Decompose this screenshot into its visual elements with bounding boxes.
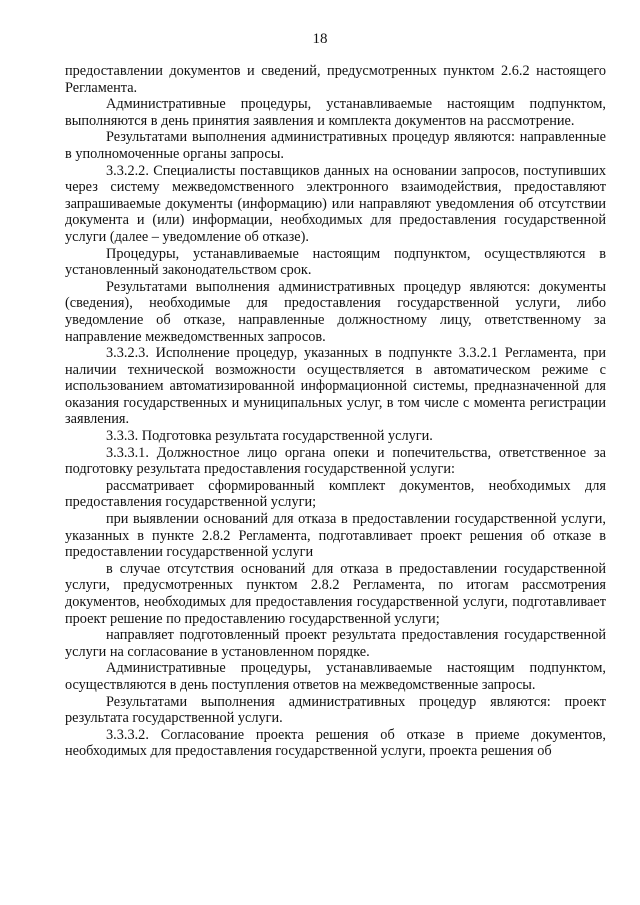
- paragraph: Административные процедуры, устанавливаемые настоящим подпунктом, осуществляются в день поступления ответов на межведомственные запросы.: [65, 660, 606, 693]
- paragraph: Процедуры, устанавливаемые настоящим подпунктом, осуществляются в установленный законодательством срок.: [65, 245, 606, 279]
- paragraph: Результатами выполнения административных процедур являются: проект результата государственной услуги.: [65, 693, 606, 727]
- paragraph: в случае отсутствия оснований для отказа в предоставлении государственной услуги, предусмотренных пунктом 2.8.2 Регламента, по итогам рассмотрения документов, необходимых для предоставления государственной услуги, подготавливает проект решение по предоставлению государственной услуги;: [65, 560, 606, 627]
- paragraph: 3.3.3.1. Должностное лицо органа опеки и попечительства, ответственное за подготовку результата предоставления государственной услуги:: [65, 444, 606, 478]
- paragraph: 3.3.2.2. Специалисты поставщиков данных на основании запросов, поступивших через систему межведомственного электронного взаимодействия, предоставляют запрашиваемые документы (информацию) или направляют уведомления об отсутствии документа и (или) информации, необходимых для предоставления государственной услуги (далее – уведомление об отказе).: [65, 162, 606, 245]
- paragraph: рассматривает сформированный комплект документов, необходимых для предоставления государственной услуги;: [65, 477, 606, 511]
- paragraph: 3.3.3. Подготовка результата государственной услуги.: [106, 428, 433, 445]
- page-number: 18: [312, 31, 328, 47]
- paragraph: предоставлении документов и сведений, предусмотренных пунктом 2.6.2 настоящего Регламента.: [65, 63, 606, 96]
- document-body: [65, 63, 606, 760]
- paragraph: Административные процедуры, устанавливаемые настоящим подпунктом, выполняются в день принятия заявления и комплекта документов на рассмотрение.: [65, 96, 606, 129]
- paragraph: Результатами выполнения административных процедур являются: документы (сведения), необходимые для предоставления государственной услуги, либо уведомление об отказе, направленные должностному лицу, ответственному за направление межведомственных запросов.: [65, 278, 606, 345]
- paragraph: 3.3.2.3. Исполнение процедур, указанных в подпункте 3.3.2.1 Регламента, при наличии технической возможности осуществляется в автоматическом режиме с использованием автоматизированной информационной системы, предназначенной для оказания государственных и муниципальных услуг, в том числе с момента регистрации заявления.: [65, 345, 606, 428]
- paragraph: Результатами выполнения административных процедур являются: направленные в уполномоченные органы запросы.: [65, 129, 606, 162]
- paragraph: при выявлении оснований для отказа в предоставлении государственной услуги, указанных в пункте 2.8.2 Регламента, подготавливает проект решения об отказе в предоставлении государственной услуги: [65, 511, 606, 561]
- paragraph: направляет подготовленный проект результата предоставления государственной услуги на согласование в установленном порядке.: [65, 627, 606, 660]
- paragraph: 3.3.3.2. Согласование проекта решения об отказе в приеме документов, необходимых для предоставления государственной услуги, проекта решения об: [65, 726, 606, 760]
